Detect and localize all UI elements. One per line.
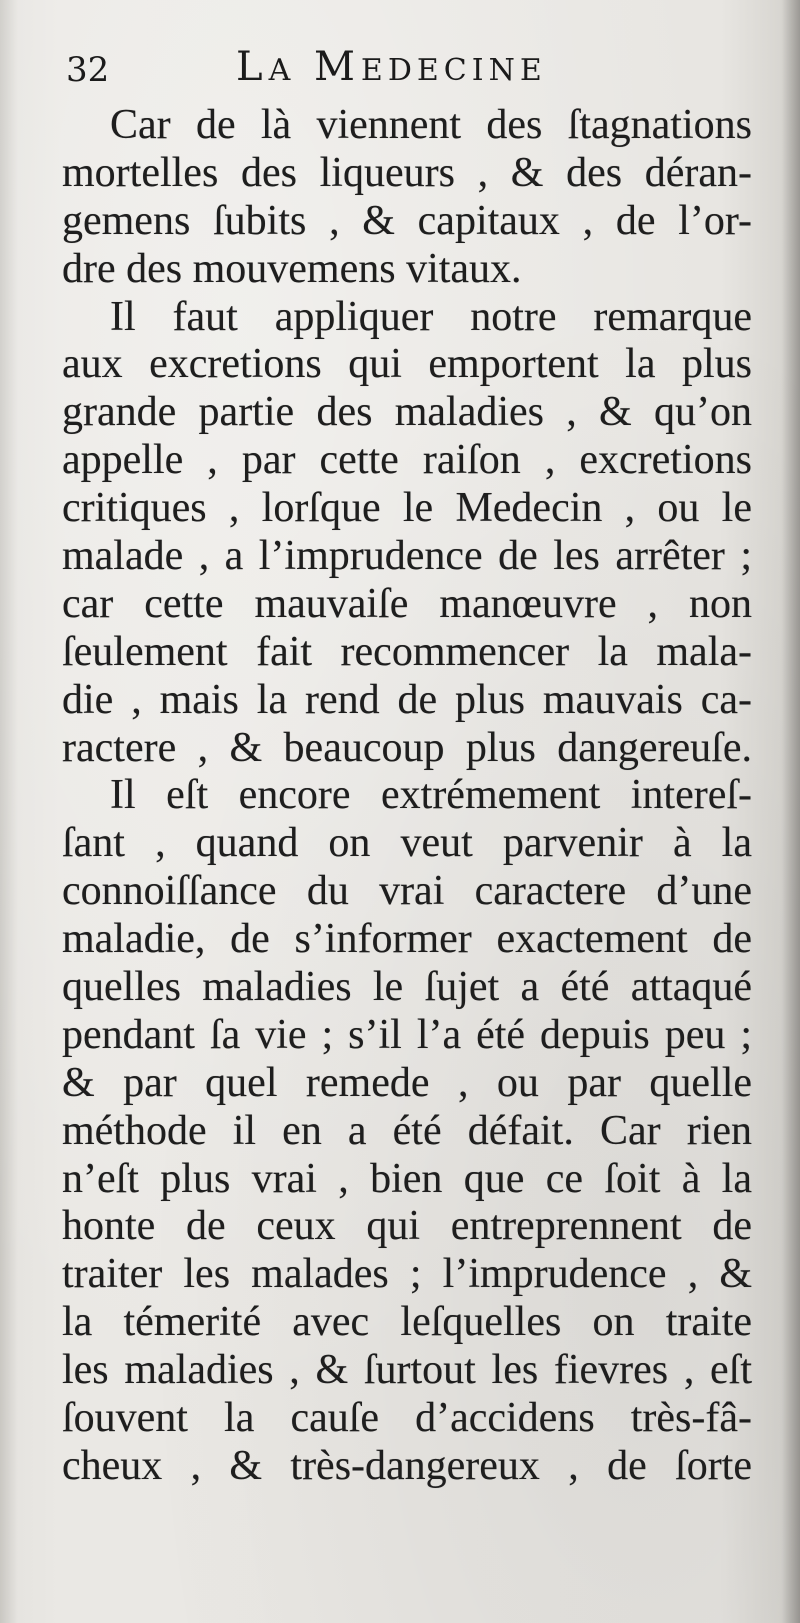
text-line: appelle , par cette raiſon , excretions [62,437,752,484]
running-title [236,44,547,90]
text-line: connoiſſance du vrai caractere d’une [62,868,752,915]
text-line: méthode il en a été défait. Car rien [62,1107,752,1154]
running-title-initial-1: L [236,44,269,90]
text-line: Car de là viennent des ſtagnations [110,102,752,148]
text-line: grande partie des maladies , & qu’on [62,389,752,436]
text-line: mortelles des liqueurs , & des déran- [62,149,752,196]
text-line: la témerité avec leſquelles on traite [62,1299,752,1346]
text-line: ractere , & beaucoup plus dangereuſe. [62,724,752,771]
running-title-rest-1: A [268,53,296,88]
page-number: 32 [66,50,110,90]
text-line: ſant , quand on veut parvenir à la [62,820,752,867]
text-line: dre des mouvemens vitaux. [62,245,522,292]
page-edge-shadow [782,0,800,1623]
text-line: aux excretions qui emportent la plus [62,341,752,388]
text-line: die , mais la rend de plus mauvais ca- [62,676,752,723]
text-line: critiques , lorſque le Medecin , ou le [62,485,752,532]
text-line: les maladies , & ſurtout les fievres , eſt [62,1347,752,1394]
text-line: ſeulement fait recommencer la mala- [62,628,752,675]
text-line: Il eſt encore extrémement intereſ- [110,772,752,819]
running-title-initial-2: M [313,44,361,90]
text-line: quelles maladies le ſujet a été attaqué [62,964,752,1011]
text-line: n’eſt plus vrai , bien que ce ſoit à la [62,1155,752,1202]
body-text [62,102,752,1491]
text-line: maladie, de s’informer exactement de [62,916,752,963]
text-line: & par quel remede , ou par quelle [62,1059,752,1106]
running-title-rest-2: EDECINE [360,53,547,88]
text-line: pendant ſa vie ; s’il l’a été depuis peu ; [62,1011,752,1058]
text-line: car cette mauvaiſe manœuvre , non [62,580,752,627]
text-line: Il faut appliquer notre remarque [110,293,752,340]
text-line: traiter les malades ; l’imprudence , & [62,1251,752,1298]
text-line: malade , a l’imprudence de les arrêter ; [62,533,752,580]
page-header [66,40,756,100]
text-line: cheux , & très-dangereux , de ſorte [62,1442,752,1489]
text-line: gemens ſubits , & capitaux , de l’or- [62,197,752,244]
text-line: ſouvent la cauſe d’accidens très-fâ- [62,1395,752,1442]
text-line: honte de ceux qui entreprennent de [62,1203,752,1250]
